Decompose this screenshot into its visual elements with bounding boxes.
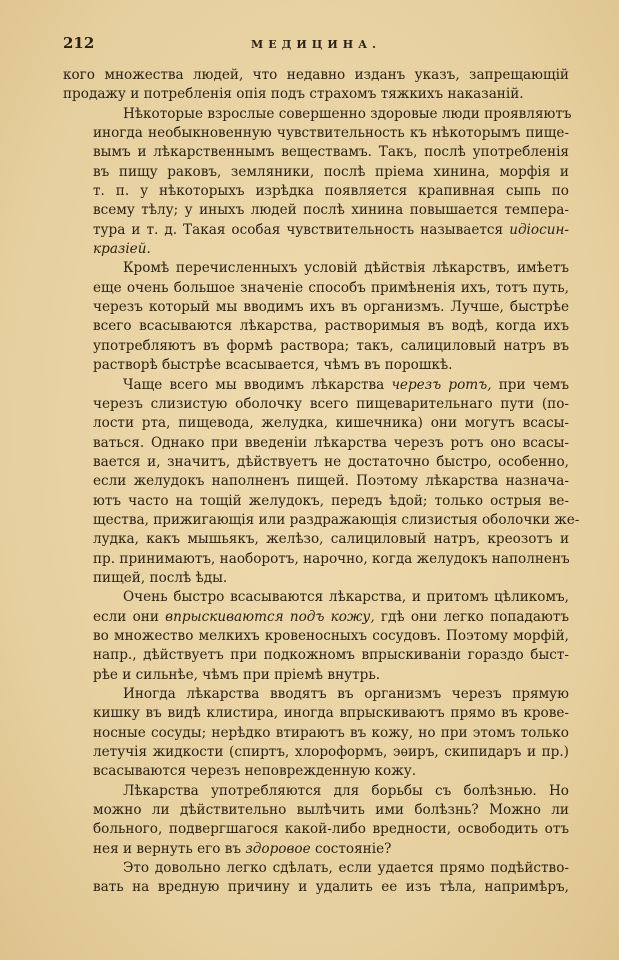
paragraph (63, 859, 569, 898)
text-line: ютъ часто на тощій желудокъ, передъ ѣдой; только острыя ве- (93, 492, 569, 509)
text-line: во множество мелкихъ кровеносныхъ сосудовъ. Поэтому морфій, (93, 627, 569, 644)
paragraph (63, 376, 580, 589)
paragraph (63, 685, 569, 782)
italic-term: здоровое (245, 840, 311, 857)
text-line: больного, подвергшагося какой-либо вредности, освободить отъ (93, 821, 569, 838)
text-line: всасываются черезъ неповрежденную кожу. (93, 763, 417, 780)
text-line: иногда необыкновенную чувствительность къ нѣкоторымъ пище- (93, 125, 569, 142)
paragraph (63, 66, 569, 105)
text-line: рѣе и сильнѣе, чѣмъ при пріемѣ внутрь. (93, 666, 381, 683)
text-line-mixed: тура и т. д. Такая особая чувствительность называется идіосин- (93, 221, 570, 238)
text-line: лости рта, пищевода, желудка, кишечника) они могутъ всасы- (93, 415, 569, 432)
text-line: растворѣ быстрѣе всасывается, чѣмъ въ порошкѣ. (93, 357, 453, 374)
text-line: Очень быстро всасываются лѣкарства, и притомъ цѣликомъ, (123, 589, 569, 606)
text-line: пр. принимаютъ, наоборотъ, нарочно, когда желудокъ наполненъ (93, 550, 570, 567)
text-line: кого множества людей, что недавно изданъ указъ, запрещающій (63, 67, 569, 83)
text-line: Иногда лѣкарства вводятъ въ организмъ черезъ прямую (123, 686, 569, 702)
text-line: вымъ и лѣкарственнымъ веществамъ. Такъ, послѣ употребленія (93, 144, 569, 161)
page-header (63, 34, 569, 60)
text-line: можно ли дѣйствительно вылѣчить ими болѣзнь? Можно ли (93, 802, 569, 819)
text-line: въ пищу раковъ, земляники, послѣ пріема хинина, морфія и (93, 163, 569, 180)
page-body (63, 66, 580, 898)
text-line-mixed: Чаще всего мы вводимъ лѣкарства черезъ ротъ, при чемъ (123, 376, 570, 393)
text-line-mixed: если они впрыскиваются подъ кожу, гдѣ они легко попадаютъ (93, 608, 569, 625)
italic-term: впрыскиваются подъ кожу, (165, 608, 375, 625)
text-line: кишку въ видѣ клистира, иногда впрыскиваютъ прямо въ крове- (93, 705, 569, 722)
paragraph (63, 588, 569, 685)
text-line: Это довольно легко сдѣлать, если удается прямо подѣйство- (123, 860, 569, 877)
running-title: МЕДИЦИНА. (251, 38, 381, 51)
page-number: 212 (63, 34, 95, 52)
paragraph (63, 782, 569, 859)
text-line: ваться. Однако при введеніи лѣкарства черезъ ротъ оно всасы- (93, 434, 569, 451)
text-line: употребляютъ въ формѣ раствора; такъ, салициловый натръ въ (93, 337, 569, 354)
text-line: кразіей. (93, 241, 151, 258)
text-line: еще очень большое значеніе способъ примѣненія ихъ, тотъ путь, (93, 279, 569, 296)
text-line: вать на вредную причину и удалить ее изъ тѣла, напримѣръ, (93, 879, 569, 896)
text-line: черезъ слизистую оболочку всего пищеварительнаго пути (по- (93, 395, 569, 412)
text-line: напр., дѣйствуетъ при подкожномъ впрыскиваніи гораздо быст- (93, 647, 569, 664)
text-line: пищей, послѣ ѣды. (93, 569, 228, 586)
text-line: Кромѣ перечисленныхъ условій дѣйствія лѣкарствъ, имѣетъ (123, 260, 569, 277)
text-line: Лѣкарства употребляются для борьбы съ болѣзнью. Но (123, 782, 569, 799)
text-line: если желудокъ наполненъ пищей. Поэтому лѣкарства назнача- (93, 473, 569, 490)
paragraph (63, 259, 569, 375)
italic-term: идіосин- (509, 221, 570, 238)
text-line: продажу и потребленія опія подъ страхомъ тяжкихъ наказаній. (63, 86, 524, 103)
text-line: черезъ который мы вводимъ ихъ въ организмъ. Лучше, быстрѣе (93, 299, 569, 316)
text-line-mixed: нея и вернуть его въ здоровое состояніе? (93, 840, 392, 857)
text-line: носные сосуды; нерѣдко втираютъ въ кожу, но при этомъ только (93, 724, 569, 741)
text-line: летучія жидкости (спиртъ, хлороформъ, эѳиръ, скипидаръ и пр.) (93, 744, 569, 761)
text-line: всего всасываются лѣкарства, растворимыя въ водѣ, когда ихъ (93, 318, 569, 335)
text-line: т. п. у нѣкоторыхъ изрѣдка появляется крапивная сыпь по (93, 183, 569, 200)
text-line: лудка, какъ мышьякъ, желѣзо, салициловый натръ, креозотъ и (93, 531, 569, 548)
text-line: вается и, значитъ, дѣйствуетъ не достаточно быстро, особенно, (93, 453, 569, 470)
text-line: всему тѣлу; у иныхъ людей послѣ хинина повышается темпера- (93, 202, 569, 219)
text-line: Нѣкоторые взрослые совершенно здоровые люди проявляютъ (123, 105, 572, 122)
text-line: щества, прижигающія или раздражающія слизистыя оболочки же- (93, 511, 580, 528)
italic-term: черезъ ротъ, (391, 376, 492, 393)
paragraph (63, 105, 572, 260)
